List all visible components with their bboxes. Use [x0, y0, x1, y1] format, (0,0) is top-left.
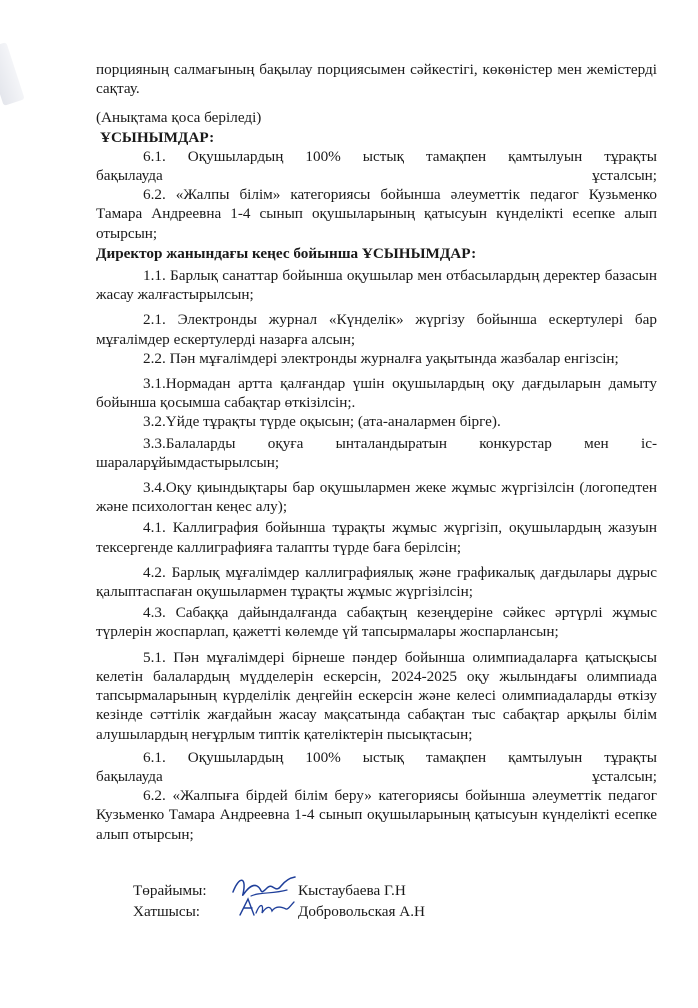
signature-role: Төрайымы:	[133, 882, 207, 899]
item-2-1: 2.1. Электронды журнал «Күнделік» жүргізу бойынша ескертулері бар мұғалімдер ескертулерді назарға алсын;	[96, 311, 657, 348]
item-3-1: 3.1.Нормадан артта қалғандар үшін оқушылардың оқу дағдыларын дамыту бойынша қосымша сабақтар өткізілсін;.	[96, 375, 657, 412]
item-6-2: 6.2. «Жалпыға бірдей білім беру» категориясы бойынша әлеуметтік педагог Кузьменко Тамара Андреевна 1-4 сынып оқушыларының қатысуын күнделікті есепке алып отырсын;	[96, 787, 657, 843]
item-3-3: 3.3.Балаларды оқуға ынталандыратын конкурстар мен іс-шараларұйымдастырылсын;	[96, 434, 657, 471]
item-4-2: 4.2. Барлық мұғалімдер каллиграфиялық және графикалық дағдылары дұрыс қалыптаспаған оқушылармен тұрақты жұмыс жүргізілсін;	[96, 563, 657, 601]
item-4-3: 4.3. Сабаққа дайындалғанда сабақтың кезеңдеріне сәйкес әртүрлі жұмыс түрлерін жоспарлап, қажетті көлемде үй тапсырмалары жоспарлансын;	[96, 604, 657, 641]
recommendation-6-1-line2	[96, 166, 657, 185]
text-right: ұсталсын;	[592, 767, 657, 785]
recommendation-6-2: 6.2. «Жалпы білім» категориясы бойынша әлеуметтік педагог Кузьменко Тамара Андреевна 1-4 сынып оқушыларының қатысуын күнделікті есепке алып отырсын;	[96, 186, 657, 242]
item-6-1-line1: 6.1. Оқушылардың 100% ыстық тамақпен қамтылуын тұрақты	[143, 748, 657, 766]
handwritten-signature-secretary	[236, 893, 296, 921]
item-1-1: 1.1. Барлық санаттар бойынша оқушылар мен отбасылардың деректер базасын жасау жалғастырылсын;	[96, 267, 657, 304]
document-body	[96, 60, 657, 844]
item-3-4: 3.4.Оқу қиындықтары бар оқушылармен жеке жұмыс жүргізілсін (логопедтен және психологтан кеңес алу);	[96, 479, 657, 516]
item-4-1: 4.1. Каллиграфия бойынша тұрақты жұмыс жүргізіп, оқушылардың жазуын тексергенде каллиграфияға талапты түрде баға берілсін;	[96, 519, 657, 556]
scan-edge-mark	[0, 42, 25, 106]
text-right: ұсталсын;	[592, 167, 657, 185]
signature-role: Хатшысы:	[133, 903, 201, 920]
attachment-note: (Анықтама қоса беріледі)	[96, 109, 262, 127]
recommendation-6-1-line1: 6.1. Оқушылардың 100% ыстық тамақпен қамтылуын тұрақты	[143, 147, 657, 165]
recommendations-heading: ҰСЫНЫМДАР:	[100, 128, 215, 146]
text-left: бақылауда	[96, 167, 163, 185]
signatory-name: Кыстаубаева Г.Н	[298, 882, 406, 899]
council-recommendations-heading: Директор жанындағы кеңес бойынша ҰСЫНЫМДАР:	[96, 244, 477, 262]
item-5-1: 5.1. Пән мұғалімдері бірнеше пәндер бойынша олимпиадаларға қатысқысы келетін балалардың мүдделерін ескерсін, 2024-2025 оқу жылындағы олимпиада тапсырмаларының күрделілік деңгейін ескерсін және келесі олимпиадаларды өткізу кезінде сәттілік жағдайын жасау мақсатында сабақтан тыс сабақтар арқылы білім алушылардың неғұрлым типтік қателіктерін пысықтасын;	[96, 648, 657, 743]
item-3-2: 3.2.Үйде тұрақты түрде оқысын; (ата-аналармен бірге).	[143, 413, 501, 431]
item-2-2: 2.2. Пән мұғалімдері электронды журналға уақытында жазбалар енгізсін;	[143, 349, 619, 367]
signatory-name: Добровольская А.Н	[298, 903, 425, 920]
item-6-1-line2	[96, 767, 657, 786]
paragraph-continuation: порцияның салмағының бақылау порциясымен сәйкестігі, көкөністер мен жемістерді сақтау.	[96, 61, 657, 98]
text-left: бақылауда	[96, 767, 163, 785]
